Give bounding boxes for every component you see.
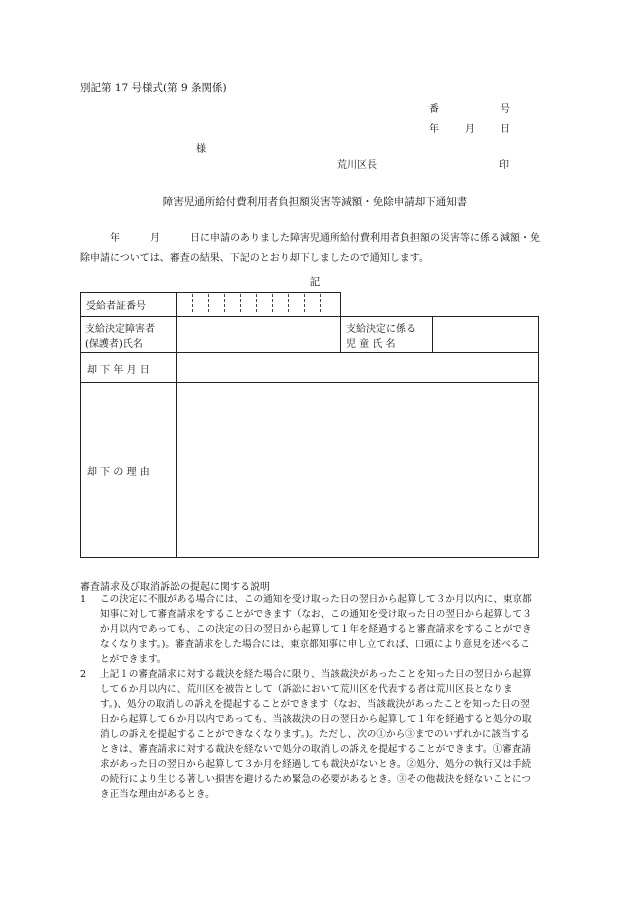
rejection-date-label: 却 下 年 月 日 bbox=[87, 365, 150, 376]
body-year: 年 bbox=[110, 233, 120, 244]
child-label-line1: 支給決定に係る bbox=[346, 324, 416, 335]
issuer-name: 荒川区長 bbox=[337, 160, 377, 171]
child-label-line2: 児 童 氏 名 bbox=[346, 339, 396, 350]
go-label: 号 bbox=[500, 104, 510, 115]
appeal-section-title: 審査請求及び取消訴訟の提起に関する説明 bbox=[80, 582, 270, 593]
day-label: 日 bbox=[500, 124, 510, 135]
month-label: 月 bbox=[465, 124, 475, 135]
rejection-reason-label: 却 下 の 理 由 bbox=[87, 467, 150, 478]
ki-heading: 記 bbox=[309, 276, 321, 288]
form-number: 別記第 17 号様式(第 9 条関係) bbox=[80, 82, 227, 94]
appeal-item bbox=[80, 667, 535, 802]
document-title: 障害児通所給付費利用者負担額災害等減額・免除申請却下通知書 bbox=[162, 196, 468, 208]
appeal-item-number: 1 bbox=[80, 594, 87, 605]
addressee-honorific: 様 bbox=[196, 144, 206, 155]
year-label: 年 bbox=[429, 124, 439, 135]
body-month: 月 bbox=[150, 233, 160, 244]
recipient-number-label: 受給者証番号 bbox=[86, 301, 146, 312]
notice-paragraph bbox=[80, 229, 540, 269]
appeal-item-number: 2 bbox=[80, 669, 87, 680]
number-label: 番 bbox=[429, 104, 439, 115]
appeal-item bbox=[80, 592, 535, 667]
appeal-item-text: この決定に不服がある場合には、この通知を受け取った日の翌日から起算して３か月以内に、東京都知事に対して審査請求をすることができます（なお、この通知を受け取った日の翌日から起算して３か月以内であっても、この決定の日の翌日から起算して１年を経過すると審査請求をすることができなくなります。)。審査請求をした場合には、東京都知事に申し立てれば、口頭により意見を述べることができます。 bbox=[100, 594, 532, 665]
guardian-label-line1: 支給決定障害者 bbox=[85, 324, 155, 335]
body-text: 日に申請のありました障害児通所給付費利用者負担額の災害等に係る減額・免除申請については、審査の結果、下記のとおり却下しましたので通知します。 bbox=[80, 233, 540, 264]
seal-mark: 印 bbox=[499, 160, 509, 171]
appeal-item-text: 上記１の審査請求に対する裁決を経た場合に限り、当該裁決があったことを知った日の翌日から起算して６か月以内に、荒川区を被告として（訴訟において荒川区を代表する者は荒川区長となります。)、処分の取消しの訴えを提起することができます（なお、当該裁決があったことを知った日の翌日から起算して６か月以内であっても、当該裁決の日の翌日から起算して１年を経過すると処分の取消しの訴えを提起することができなくなります。)。ただし、次の①から③までのいずれかに該当するときは、審査請求に対する裁決を経ないで処分の取消しの訴えを提起することができます。①審査請求があった日の翌日から起算して３か月を経過しても裁決がないとき。②処分、処分の執行又は手続の続行により生じる著しい損害を避けるため緊急の必要があるとき。③その他裁決を経ないことにつき正当な理由があるとき。 bbox=[100, 669, 532, 800]
guardian-label-line2: (保護者)氏名 bbox=[85, 339, 143, 350]
